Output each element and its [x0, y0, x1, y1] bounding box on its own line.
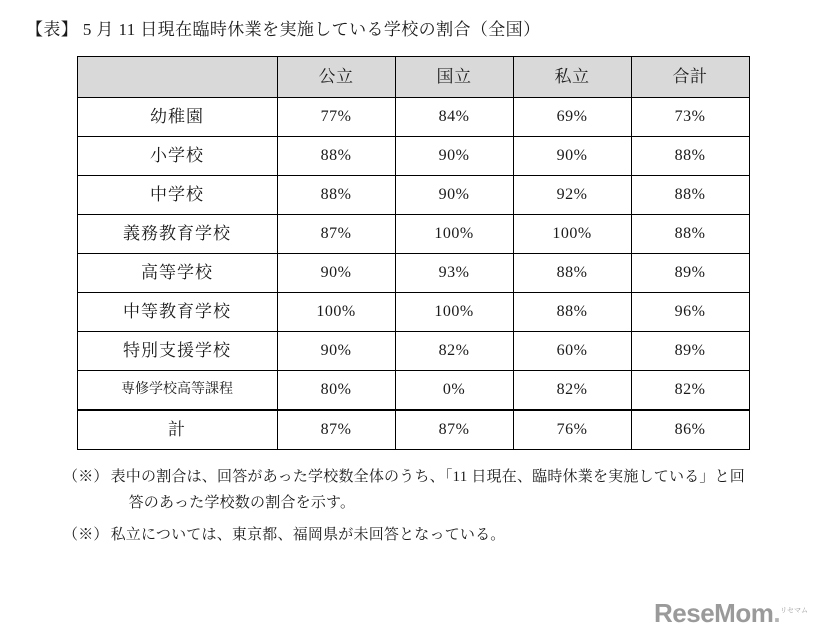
- column-header-public: 公立: [277, 56, 395, 97]
- page-title: 【表】 5 月 11 日現在臨時休業を実施している学校の割合（全国）: [26, 20, 541, 39]
- cell-value: 87%: [395, 410, 513, 450]
- cell-value: 82%: [513, 370, 631, 410]
- row-label: 幼稚園: [77, 97, 277, 136]
- cell-value: 73%: [631, 97, 749, 136]
- cell-value: 88%: [631, 175, 749, 214]
- table-body: [77, 97, 749, 449]
- cell-value: 86%: [631, 410, 749, 450]
- cell-value: 88%: [513, 253, 631, 292]
- cell-value: 87%: [277, 214, 395, 253]
- table-corner-cell: [77, 56, 277, 97]
- table-row-total: [77, 410, 749, 450]
- row-label: 計: [77, 410, 277, 450]
- footnote-line: 答のあった学校数の割合を示す。: [128, 495, 356, 512]
- column-header-total: 合計: [631, 56, 749, 97]
- cell-value: 88%: [631, 136, 749, 175]
- footnotes: [63, 464, 763, 549]
- row-label: 専修学校高等課程: [77, 370, 277, 410]
- table-row: [77, 253, 749, 292]
- cell-value: 0%: [395, 370, 513, 410]
- cell-value: 80%: [277, 370, 395, 410]
- cell-value: 69%: [513, 97, 631, 136]
- table-header-row: [77, 56, 749, 97]
- row-label: 高等学校: [77, 253, 277, 292]
- row-label: 義務教育学校: [77, 214, 277, 253]
- cell-value: 92%: [513, 175, 631, 214]
- footnote-line: 私立については、東京都、福岡県が未回答となっている。: [110, 527, 506, 544]
- table-row: [77, 370, 749, 410]
- footnote-2: [63, 522, 763, 548]
- table-header: [77, 56, 749, 97]
- footnote-text: [111, 464, 763, 517]
- cell-value: 93%: [395, 253, 513, 292]
- watermark-logo: [654, 598, 808, 629]
- table-row: [77, 136, 749, 175]
- watermark-text: ReseMom: [654, 598, 774, 628]
- watermark-subtext: リセマム: [780, 607, 808, 615]
- table-row: [77, 175, 749, 214]
- footnote-line: 表中の割合は、回答があった学校数全体のうち、「11 日現在、臨時休業を実施している」と回: [110, 468, 745, 485]
- table-row: [77, 331, 749, 370]
- cell-value: 84%: [395, 97, 513, 136]
- cell-value: 90%: [513, 136, 631, 175]
- row-label: 中学校: [77, 175, 277, 214]
- cell-value: 89%: [631, 253, 749, 292]
- column-header-private: 私立: [513, 56, 631, 97]
- cell-value: 90%: [277, 253, 395, 292]
- cell-value: 100%: [277, 292, 395, 331]
- cell-value: 77%: [277, 97, 395, 136]
- school-closure-table: [77, 56, 750, 450]
- cell-value: 82%: [631, 370, 749, 410]
- cell-value: 100%: [395, 292, 513, 331]
- footnote-marker: （※）: [63, 468, 109, 485]
- cell-value: 90%: [395, 136, 513, 175]
- footnote-marker: （※）: [63, 527, 109, 544]
- cell-value: 88%: [277, 175, 395, 214]
- cell-value: 90%: [395, 175, 513, 214]
- cell-value: 82%: [395, 331, 513, 370]
- cell-value: 60%: [513, 331, 631, 370]
- table-row: [77, 214, 749, 253]
- column-header-national: 国立: [395, 56, 513, 97]
- table-row: [77, 292, 749, 331]
- watermark-dot: .: [773, 598, 781, 628]
- cell-value: 76%: [513, 410, 631, 450]
- row-label: 小学校: [77, 136, 277, 175]
- row-label: 特別支援学校: [77, 331, 277, 370]
- cell-value: 100%: [513, 214, 631, 253]
- cell-value: 88%: [277, 136, 395, 175]
- cell-value: 100%: [395, 214, 513, 253]
- cell-value: 88%: [631, 214, 749, 253]
- cell-value: 87%: [277, 410, 395, 450]
- table-row: [77, 97, 749, 136]
- row-label: 中等教育学校: [77, 292, 277, 331]
- cell-value: 88%: [513, 292, 631, 331]
- footnote-text: [111, 522, 763, 548]
- cell-value: 90%: [277, 331, 395, 370]
- footnote-1: [63, 464, 763, 517]
- cell-value: 96%: [631, 292, 749, 331]
- cell-value: 89%: [631, 331, 749, 370]
